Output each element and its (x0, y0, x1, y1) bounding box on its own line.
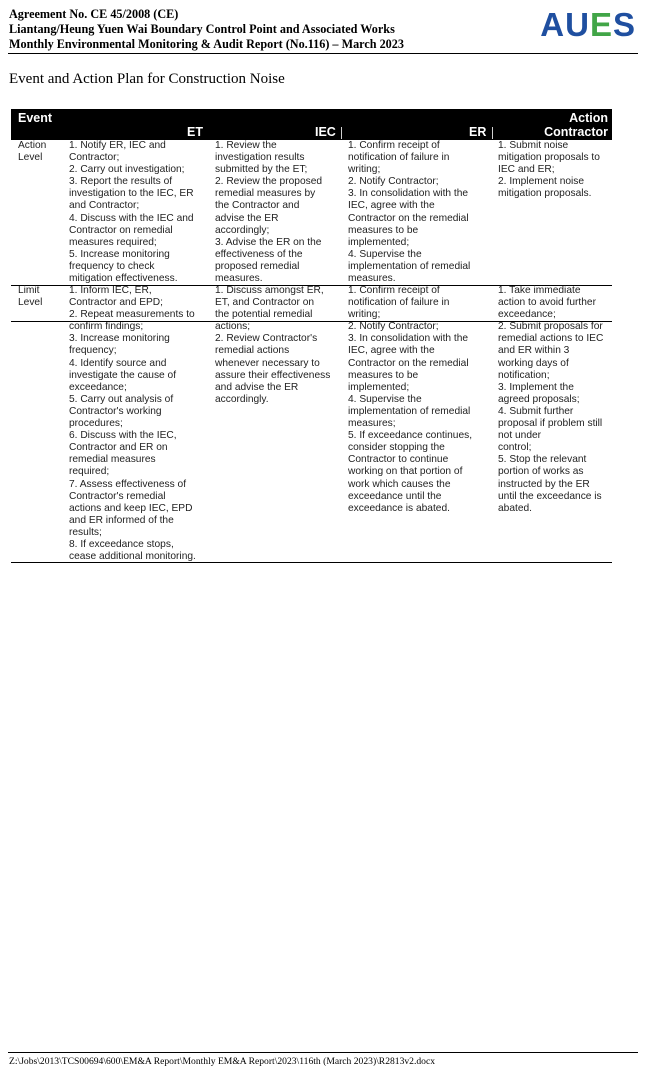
table-bottom-rule (11, 562, 612, 563)
cell-line: working on that portion of (348, 466, 463, 478)
cell-line: Contractor on the remedial (348, 212, 469, 224)
cell-line: 2. Repeat measurements to (69, 309, 195, 321)
cell-line: writing; (348, 164, 381, 176)
section-title: Event and Action Plan for Construction Noise (9, 71, 285, 87)
cell-line: investigation results (215, 152, 305, 164)
cell-line: 1. Submit noise (498, 140, 569, 151)
header-rule (8, 53, 638, 54)
cell-line: measures. (348, 273, 396, 285)
cell-line: accordingly; (215, 224, 270, 236)
logo-text-s: S (612, 6, 636, 43)
cell-line: measures; (348, 418, 396, 430)
cell-line: and ER informed of the (69, 514, 174, 526)
cell-line: agreed proposals; (498, 393, 580, 405)
cell-event (18, 285, 66, 309)
cell-line: exceedance; (498, 309, 556, 321)
cell-line: Contractor's working (69, 405, 162, 417)
cell-contractor (498, 285, 612, 515)
cell-line: mitigation effectiveness. (69, 273, 178, 285)
cell-line: remedial measures (69, 454, 156, 466)
cell-line: not under (498, 430, 542, 442)
cell-event (18, 140, 66, 164)
cell-line: proposal if problem still (498, 418, 603, 430)
cell-line: remedial actions (215, 345, 290, 357)
cell-line: work which causes the (348, 478, 451, 490)
cell-line: Contractor on remedial (69, 224, 173, 236)
cell-line: 1. Discuss amongst ER, (215, 285, 324, 296)
cell-line: Contractor and ER on (69, 442, 168, 454)
cell-line: 4. Submit further (498, 405, 574, 417)
cell-et (69, 140, 209, 285)
cell-line: IEC and ER; (498, 164, 555, 176)
cell-line: 2. Review the proposed (215, 176, 323, 188)
table-row-action-level (11, 140, 612, 285)
cell-line: 2. Carry out investigation; (69, 164, 185, 176)
header-event: Event (18, 111, 53, 125)
cell-line: Contractor; (69, 152, 120, 164)
cell-line: 1. Review the (215, 140, 277, 151)
cell-line: and advise the ER (215, 381, 299, 393)
cell-line: frequency; (69, 345, 117, 357)
cell-iec (215, 285, 341, 406)
cell-line: and Contractor; (69, 200, 140, 212)
cell-line: submitted by the ET; (215, 164, 308, 176)
cell-line: 5. Increase monitoring (69, 248, 170, 260)
cell-er (348, 285, 494, 515)
header-divider (492, 127, 493, 139)
cell-line: actions; (215, 321, 251, 333)
cell-line: measures required; (69, 236, 157, 248)
event-action-table (11, 109, 612, 565)
cell-line: 1. Inform IEC, ER, (69, 285, 152, 296)
cell-iec (215, 140, 341, 285)
cell-line: 7. Assess effectiveness of (69, 478, 187, 490)
header-divider (341, 127, 342, 139)
cell-line: confirm findings; (69, 321, 144, 333)
cell-line: Level (18, 297, 43, 309)
cell-line: 4. Discuss with the IEC and (69, 212, 194, 224)
cell-line: the Contractor and (215, 200, 300, 212)
cell-line: assure their effectiveness (215, 369, 331, 381)
cell-line: exceedance until the (348, 490, 442, 502)
cell-line: Contractor to continue (348, 454, 449, 466)
cell-line: implemented; (348, 381, 410, 393)
cell-line: measures. (215, 273, 263, 285)
cell-line: portion of works as (498, 466, 584, 478)
cell-line: cease additional monitoring. (69, 551, 196, 563)
table-header (11, 109, 612, 140)
cell-line: IEC, agree with the (348, 345, 435, 357)
cell-line: 1. Confirm receipt of (348, 140, 440, 151)
cell-line: required; (69, 466, 110, 478)
cell-line: abated. (498, 502, 532, 514)
cell-contractor (498, 140, 612, 200)
cell-line: action to avoid further (498, 297, 596, 309)
cell-line: investigation to the IEC, ER (69, 188, 194, 200)
header-er: ER (469, 125, 487, 139)
cell-line: exceedance is abated. (348, 502, 450, 514)
cell-line: measures to be (348, 224, 419, 236)
report-header (9, 7, 629, 52)
file-path-footer: Z:\Jobs\2013\TCS00694\600\EM&A Report\Monthly EM&A Report\2023\116th (March 2023)\R2813v2.docx (9, 1056, 436, 1067)
cell-line: Action (18, 140, 47, 151)
cell-line: 4. Supervise the (348, 393, 422, 405)
cell-line: Limit (18, 285, 40, 296)
cell-line: actions and keep IEC, EPD (69, 502, 193, 514)
header-contractor: Contractor (544, 125, 608, 139)
cell-line: 2. Implement noise (498, 176, 585, 188)
cell-line: implementation of remedial (348, 405, 471, 417)
cell-line: working days of (498, 357, 569, 369)
cell-line: 3. In consolidation with the (348, 188, 469, 200)
cell-line: 2. Notify Contractor; (348, 176, 439, 188)
cell-line: 3. Report the results of (69, 176, 173, 188)
cell-line: mitigation proposals to (498, 152, 600, 164)
cell-line: Level (18, 152, 43, 164)
cell-line: until the exceedance is (498, 490, 602, 502)
cell-line: 1. Confirm receipt of (348, 285, 440, 296)
logo-text-e: E (589, 6, 613, 43)
cell-line: implemented; (348, 236, 410, 248)
cell-line: Contractor's remedial (69, 490, 166, 502)
cell-line: and ER within 3 (498, 345, 570, 357)
cell-line: 4. Supervise the (348, 248, 422, 260)
logo-text-au: AU (540, 6, 590, 43)
cell-line: 1. Notify ER, IEC and (69, 140, 166, 151)
cell-line: 5. Carry out analysis of (69, 393, 174, 405)
cell-line: effectiveness of the (215, 248, 303, 260)
cell-line: 5. If exceedance continues, (348, 430, 473, 442)
cell-line: notification of failure in (348, 152, 450, 164)
cell-line: 3. Implement the (498, 381, 574, 393)
cell-line: the potential remedial (215, 309, 313, 321)
cell-line: procedures; (69, 418, 123, 430)
cell-line: remedial measures by (215, 188, 316, 200)
cell-line: Contractor and EPD; (69, 297, 163, 309)
cell-line: results; (69, 526, 102, 538)
cell-line: 2. Notify Contractor; (348, 321, 439, 333)
cell-et (69, 285, 209, 563)
table-row-limit-level (11, 285, 612, 565)
cell-line: 6. Discuss with the IEC, (69, 430, 177, 442)
cell-line: 3. Increase monitoring (69, 333, 170, 345)
cell-line: notification of failure in (348, 297, 450, 309)
cell-line: frequency to check (69, 260, 155, 272)
cell-line: investigate the cause of (69, 369, 177, 381)
aues-logo (540, 6, 636, 44)
cell-line: writing; (348, 309, 381, 321)
cell-er (348, 140, 494, 285)
agreement-number: Agreement No. CE 45/2008 (CE) (9, 7, 179, 21)
cell-line: 1. Take immediate (498, 285, 581, 296)
cell-line: Contractor on the remedial (348, 357, 469, 369)
cell-line: proposed remedial (215, 260, 300, 272)
cell-line: remedial actions to IEC (498, 333, 604, 345)
cell-line: 2. Submit proposals for (498, 321, 603, 333)
cell-line: exceedance; (69, 381, 127, 393)
cell-line: 2. Review Contractor's (215, 333, 318, 345)
cell-line: control; (498, 442, 532, 454)
header-et: ET (187, 125, 203, 139)
cell-line: advise the ER (215, 212, 279, 224)
cell-line: consider stopping the (348, 442, 445, 454)
cell-line: implementation of remedial (348, 260, 471, 272)
cell-line: 3. In consolidation with the (348, 333, 469, 345)
cell-line: notification; (498, 369, 550, 381)
cell-line: ET, and Contractor on (215, 297, 315, 309)
cell-line: 8. If exceedance stops, (69, 538, 174, 550)
cell-line: instructed by the ER (498, 478, 590, 490)
cell-line: 3. Advise the ER on the (215, 236, 322, 248)
cell-line: accordingly. (215, 393, 269, 405)
cell-line: whenever necessary to (215, 357, 320, 369)
cell-line: mitigation proposals. (498, 188, 592, 200)
report-title: Monthly Environmental Monitoring & Audit Report (No.116) – March 2023 (9, 37, 404, 51)
cell-line: 5. Stop the relevant (498, 454, 587, 466)
row-subline (11, 321, 612, 322)
cell-line: IEC, agree with the (348, 200, 435, 212)
header-action: Action (569, 111, 608, 125)
cell-line: measures to be (348, 369, 419, 381)
footer-rule (8, 1052, 638, 1053)
cell-line: 4. Identify source and (69, 357, 167, 369)
header-iec: IEC (315, 125, 336, 139)
project-title: Liantang/Heung Yuen Wai Boundary Control Point and Associated Works (9, 22, 395, 36)
